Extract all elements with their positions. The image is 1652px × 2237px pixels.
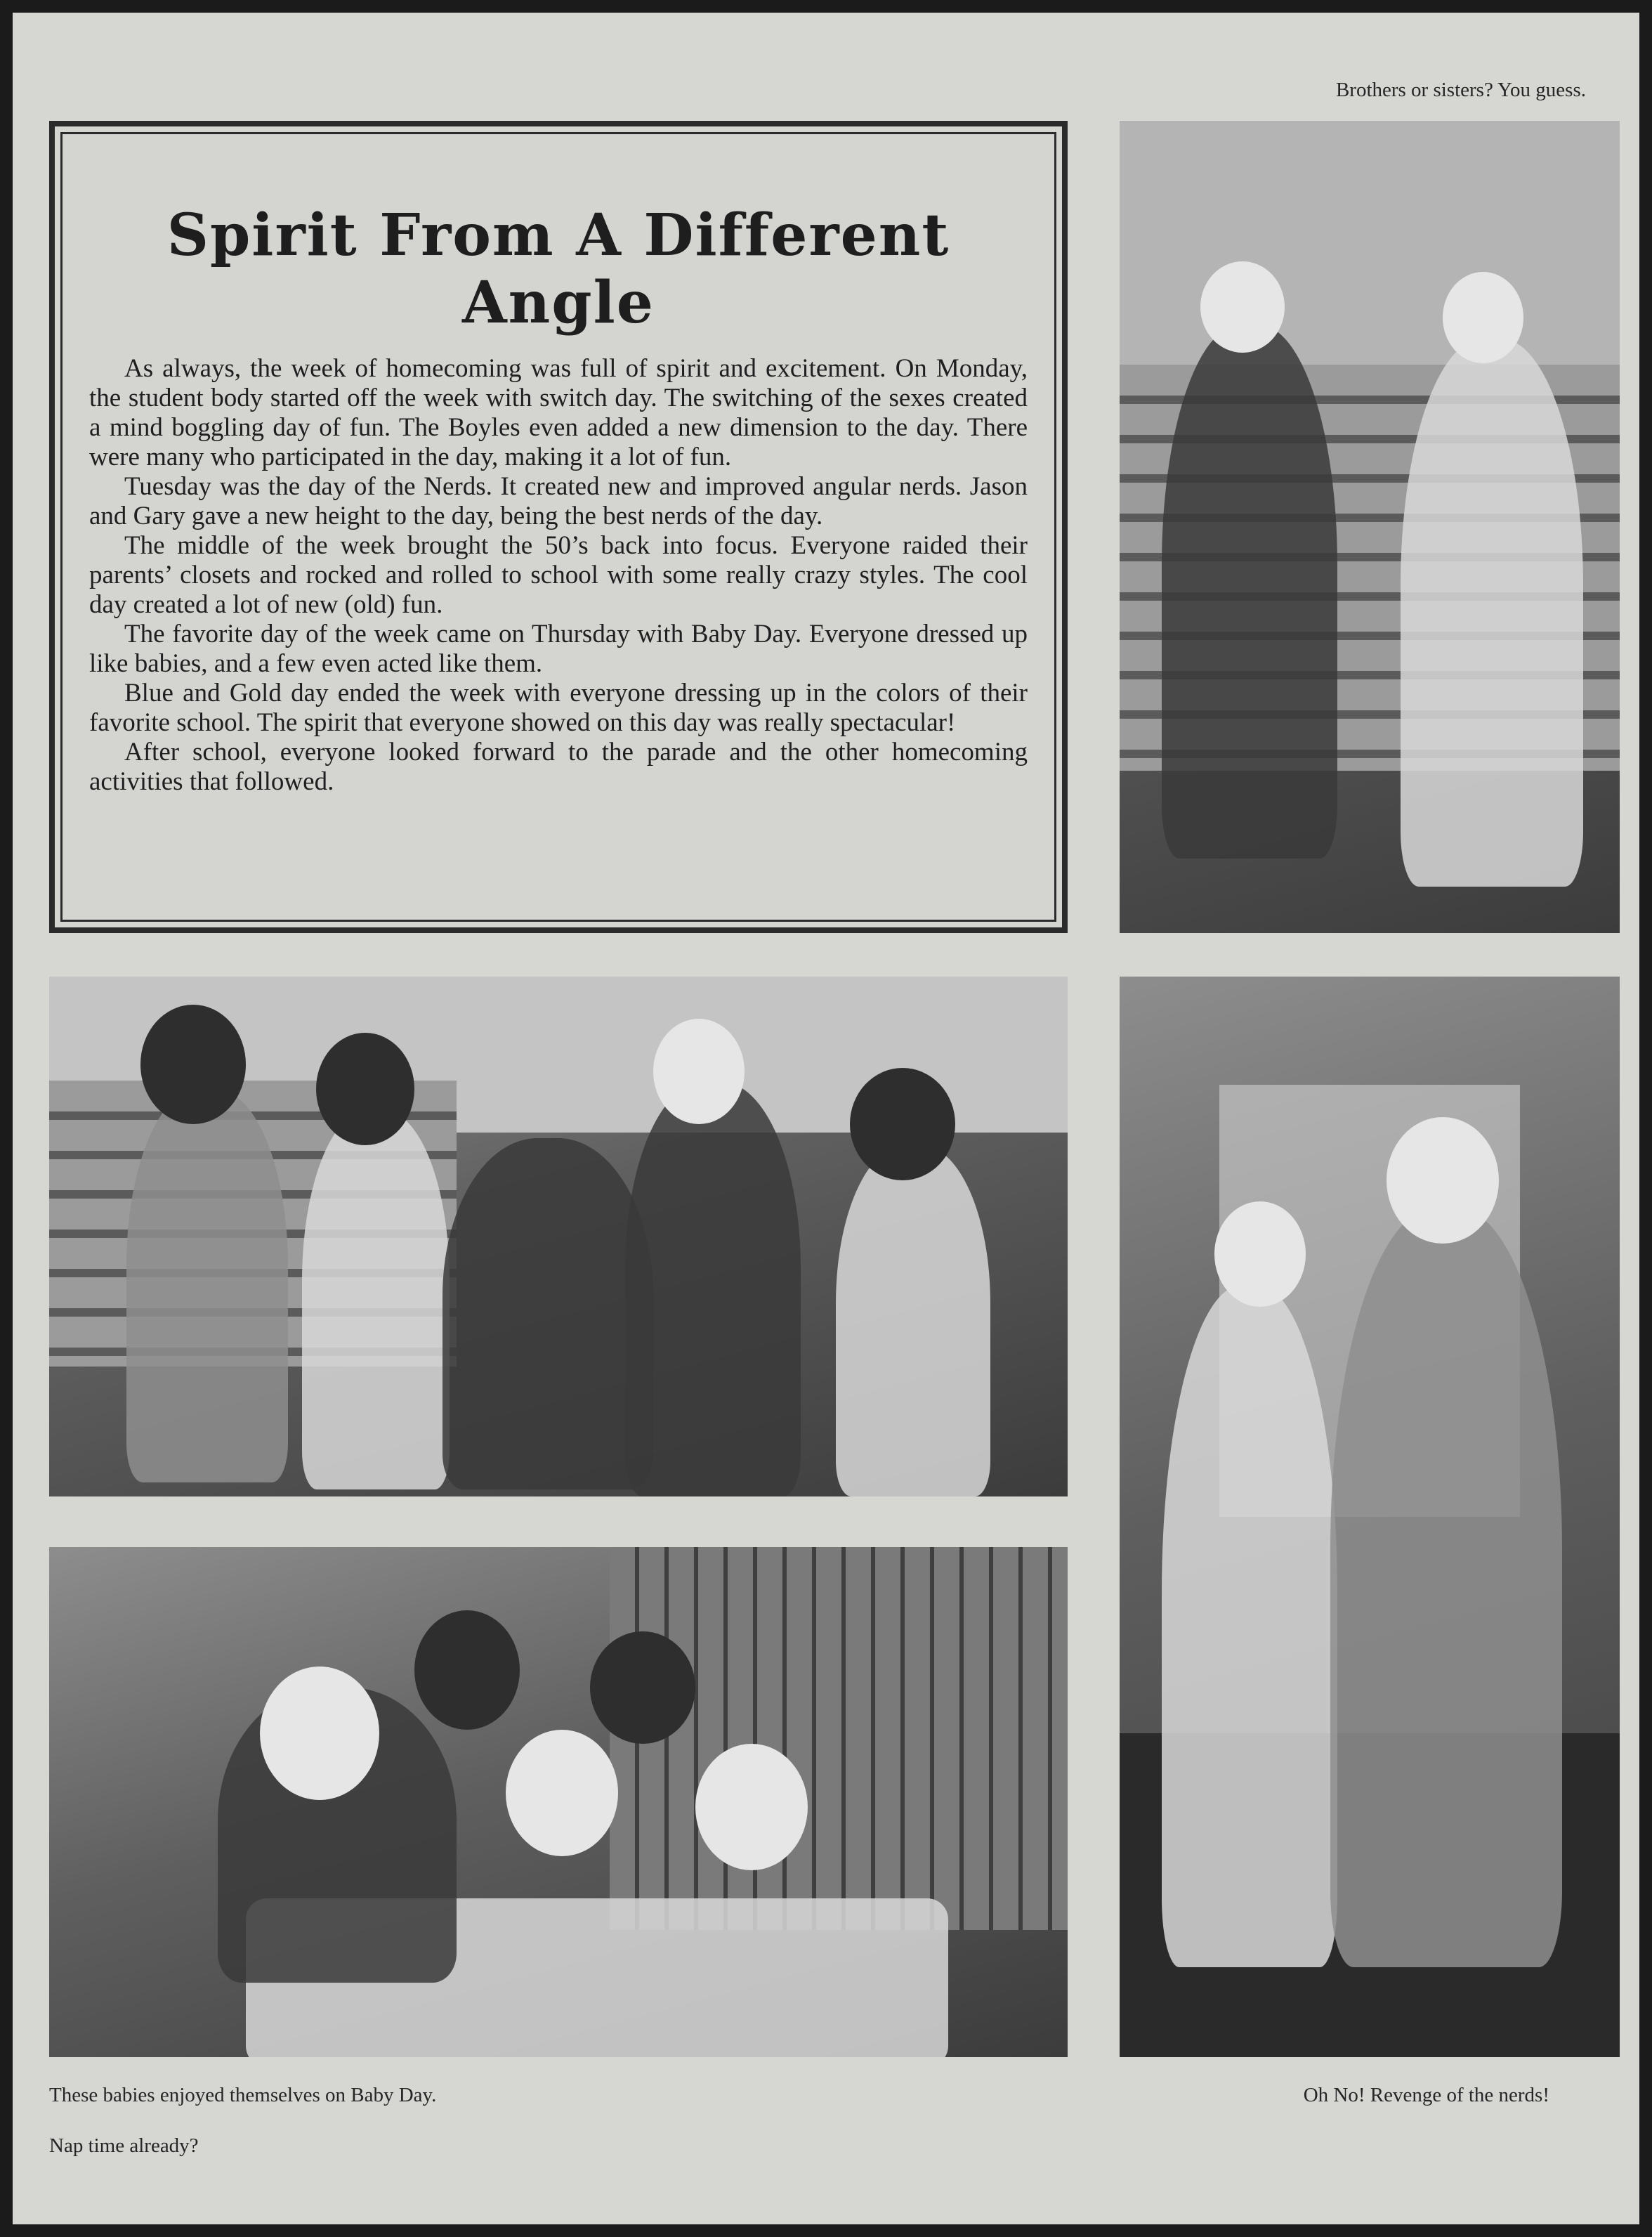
- person-figure: [126, 1089, 288, 1482]
- caption-nerds: Oh No! Revenge of the nerds!: [1303, 2084, 1549, 2106]
- person-head: [140, 1005, 246, 1124]
- person-head: [1200, 261, 1285, 353]
- photo-nerds-hallway: [1120, 977, 1620, 2057]
- article-paragraph: Blue and Gold day ended the week with everyone dressing up in the colors of their favorite school. The spirit that everyone showed on this day was really spectacular!: [89, 679, 1028, 737]
- person-head: [1214, 1201, 1306, 1307]
- article-paragraph: As always, the week of homecoming was full of spirit and excitement. On Monday, the student body started off the week with switch day. The switching of the sexes created a mind boggling day of fun. The Boyles even added a new dimension to the day. There were many who participated in the day, making it a lot of fun.: [89, 354, 1028, 471]
- person-figure: [836, 1145, 990, 1496]
- person-head: [695, 1744, 808, 1870]
- caption-nap-time: Nap time already?: [49, 2134, 199, 2157]
- caption-brothers-or-sisters: Brothers or sisters? You guess.: [1335, 79, 1586, 101]
- person-head: [653, 1019, 745, 1124]
- article-paragraph: After school, everyone looked forward to the parade and the other homecoming activities that followed.: [89, 738, 1028, 796]
- article-paragraph: The middle of the week brought the 50’s back into focus. Everyone raided their parents’ closets and rocked and rolled to school with some really crazy styles. The cool day created a lot of new (old) fun.: [89, 531, 1028, 619]
- person-figure: [1330, 1208, 1562, 1967]
- person-head: [590, 1631, 695, 1744]
- person-figure: [302, 1110, 450, 1489]
- person-head: [1443, 272, 1523, 363]
- article-paragraph: Tuesday was the day of the Nerds. It created new and improved angular nerds. Jason and Gary gave a new height to the day, being the best nerds of the day.: [89, 472, 1028, 530]
- photo-lockers: [610, 1547, 1068, 1930]
- person-head: [506, 1730, 618, 1856]
- photo-switch-day: [1120, 121, 1620, 933]
- person-head: [850, 1068, 955, 1180]
- article-title: Spirit From A Different Angle: [166, 202, 950, 337]
- person-figure: [625, 1082, 801, 1496]
- person-head: [260, 1667, 379, 1800]
- article-body: [89, 354, 1028, 797]
- person-figure: [1401, 339, 1583, 887]
- caption-baby-day: These babies enjoyed themselves on Baby Day.: [49, 2084, 437, 2106]
- article-inner-border: [60, 132, 1056, 922]
- person-head: [414, 1610, 520, 1730]
- article-box: [49, 121, 1068, 933]
- photo-baby-day-group: [49, 977, 1068, 1496]
- article-paragraph: The favorite day of the week came on Thursday with Baby Day. Everyone dressed up like babies, and a few even acted like them.: [89, 620, 1028, 678]
- person-figure: [1162, 325, 1337, 859]
- person-figure: [1162, 1286, 1337, 1967]
- person-head: [1386, 1117, 1499, 1244]
- person-head: [316, 1033, 414, 1145]
- yearbook-page: [13, 13, 1639, 2224]
- photo-nap-time: [49, 1547, 1068, 2057]
- stuffed-bear: [442, 1138, 653, 1489]
